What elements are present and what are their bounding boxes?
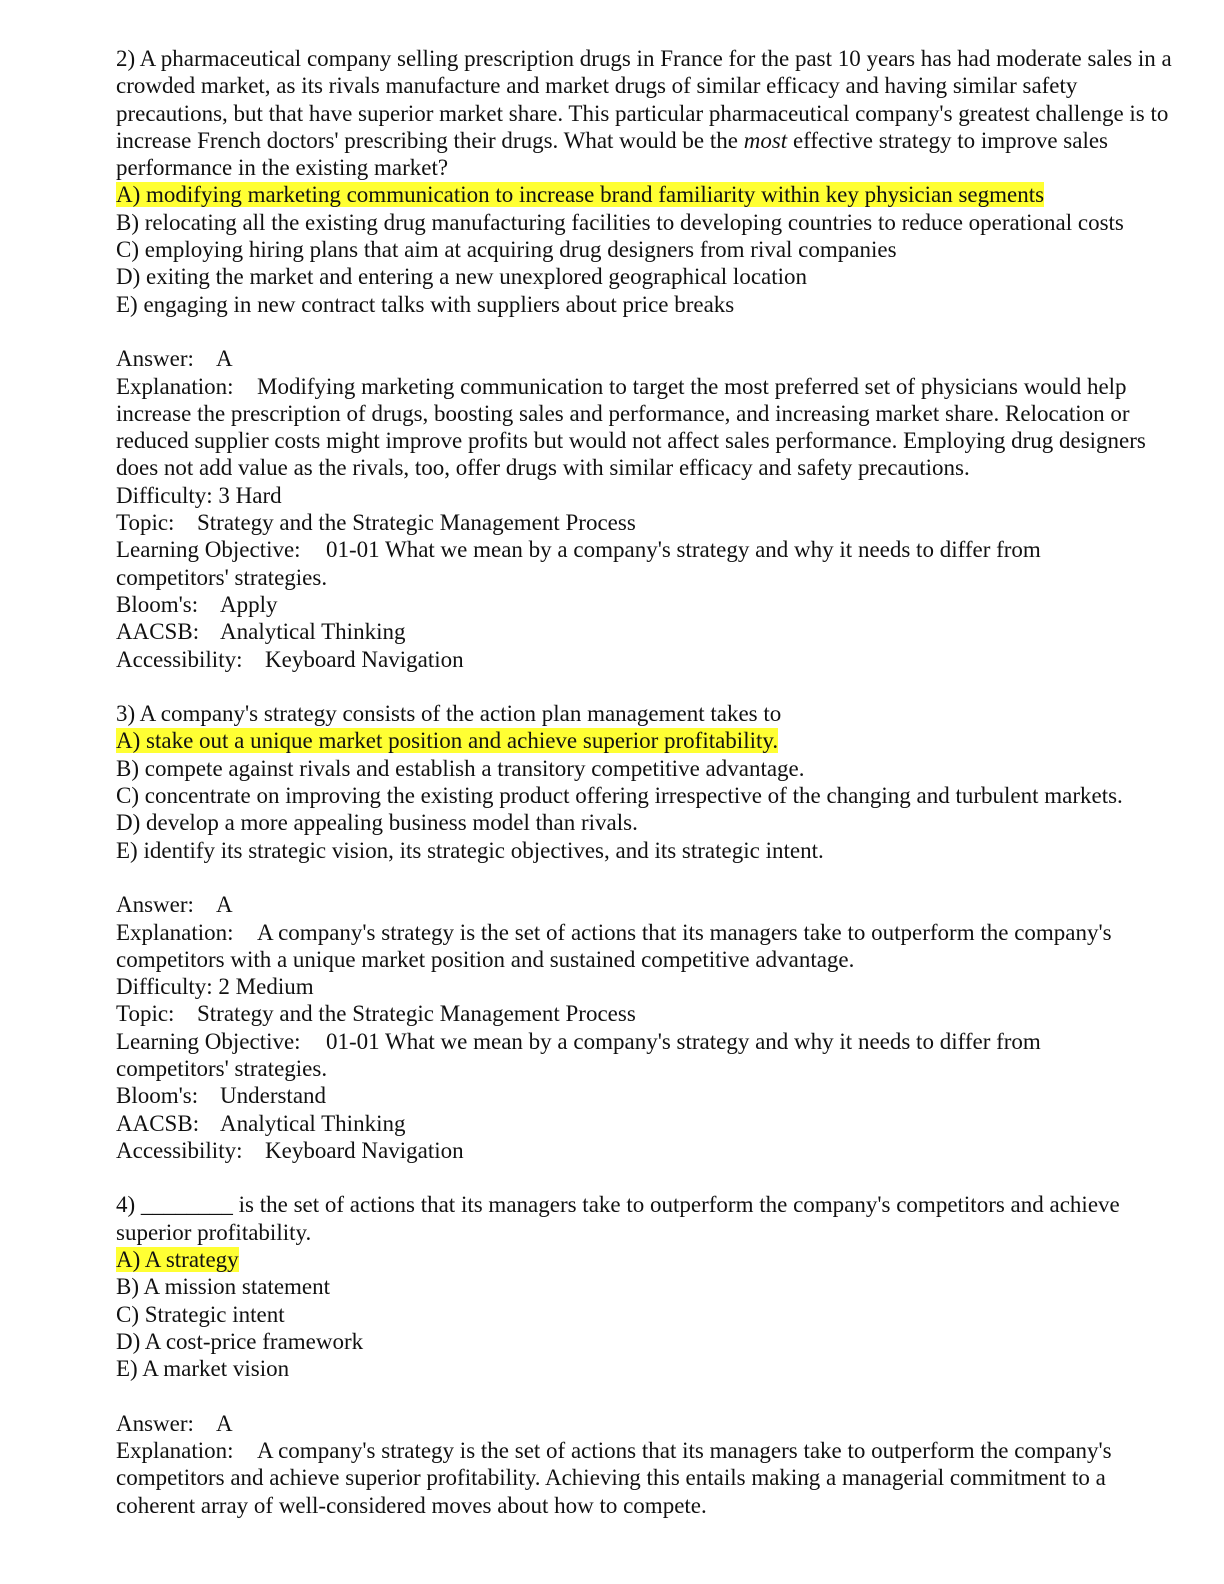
q4-option-d: D) A cost-price framework	[116, 1328, 364, 1354]
q4-answer: Answer: A	[116, 1410, 233, 1436]
q2-option-d: D) exiting the market and entering a new unexplored geographical location	[116, 264, 808, 290]
q3-accessibility: Accessibility: Keyboard Navigation	[116, 1137, 464, 1163]
q3-blooms: Bloom's: Understand	[116, 1083, 327, 1109]
q3-explanation: Explanation: A company's strategy is the set of actions that its managers take to outperform the company's competitors with a unique market position and sustained competitive advantage.	[116, 919, 1112, 972]
q4-option-b: B) A mission statement	[116, 1274, 331, 1300]
q2-option-a: A) modifying marketing communication to increase brand familiarity within key physician segments	[116, 182, 1045, 208]
q2-aacsb: AACSB: Analytical Thinking	[116, 619, 406, 645]
q3-option-d: D) develop a more appealing business model than rivals.	[116, 810, 638, 836]
q3-aacsb: AACSB: Analytical Thinking	[116, 1110, 406, 1136]
q2-option-e: E) engaging in new contract talks with suppliers about price breaks	[116, 291, 735, 317]
q2-blooms: Bloom's: Apply	[116, 591, 278, 617]
q3-option-b: B) compete against rivals and establish a transitory competitive advantage.	[116, 755, 805, 781]
question-4	[116, 1191, 1188, 1519]
q3-option-e: E) identify its strategic vision, its strategic objectives, and its strategic intent.	[116, 837, 824, 863]
q4-option-e: E) A market vision	[116, 1356, 290, 1382]
q2-topic: Topic: Strategy and the Strategic Management Process	[116, 510, 636, 536]
q3-answer: Answer: A	[116, 892, 233, 918]
question-2-stem: 2) A pharmaceutical company selling prescription drugs in France for the past 10 years has had moderate sales in a crowded market, as its rivals manufacture and market drugs of similar efficacy and having similar safety precautions, but that have superior market share. This particular pharmaceutical company's greatest challenge is to increase French doctors' prescribing their drugs. What would be the most effective strategy to improve sales performance in the existing market?	[116, 46, 1172, 181]
q3-difficulty: Difficulty: 2 Medium	[116, 974, 314, 1000]
q2-answer: Answer: A	[116, 346, 233, 372]
q3-option-c: C) concentrate on improving the existing product offering irrespective of the changing and turbulent markets.	[116, 783, 1123, 809]
q3-topic: Topic: Strategy and the Strategic Management Process	[116, 1001, 636, 1027]
question-3-stem: 3) A company's strategy consists of the action plan management takes to	[116, 701, 782, 727]
q2-option-b: B) relocating all the existing drug manufacturing facilities to developing countries to reduce operational costs	[116, 209, 1124, 235]
q2-difficulty: Difficulty: 3 Hard	[116, 482, 282, 508]
q4-option-c: C) Strategic intent	[116, 1301, 285, 1327]
q3-learning-objective: Learning Objective: 01-01 What we mean by a company's strategy and why it needs to differ from	[116, 1028, 1041, 1054]
q2-learning-objective-cont: competitors' strategies.	[116, 564, 328, 590]
document-page	[116, 45, 1188, 1519]
q3-option-a: A) stake out a unique market position and achieve superior profitability.	[116, 728, 779, 754]
q2-learning-objective: Learning Objective: 01-01 What we mean by a company's strategy and why it needs to differ from	[116, 537, 1041, 563]
emphasis-most: most	[743, 127, 788, 153]
q2-accessibility: Accessibility: Keyboard Navigation	[116, 646, 464, 672]
question-4-stem: 4) ________ is the set of actions that its managers take to outperform the company's competitors and achieve superior profitability.	[116, 1192, 1120, 1245]
q3-learning-objective-cont: competitors' strategies.	[116, 1055, 328, 1081]
q2-option-c: C) employing hiring plans that aim at acquiring drug designers from rival companies	[116, 237, 897, 263]
question-3	[116, 700, 1188, 1164]
q4-explanation: Explanation: A company's strategy is the set of actions that its managers take to outperform the company's competitors and achieve superior profitability. Achieving this entails making a managerial commitment to a coherent array of well-considered moves about how to compete.	[116, 1438, 1112, 1518]
question-2	[116, 45, 1188, 673]
q4-option-a: A) A strategy	[116, 1247, 239, 1273]
q2-explanation: Explanation: Modifying marketing communication to target the most preferred set of physicians would help increase the prescription of drugs, boosting sales and performance, and increasing market share. Relocation or reduced supplier costs might improve profits but would not affect sales performance. Employing drug designers does not add value as the rivals, too, offer drugs with similar efficacy and safety precautions.	[116, 373, 1146, 481]
